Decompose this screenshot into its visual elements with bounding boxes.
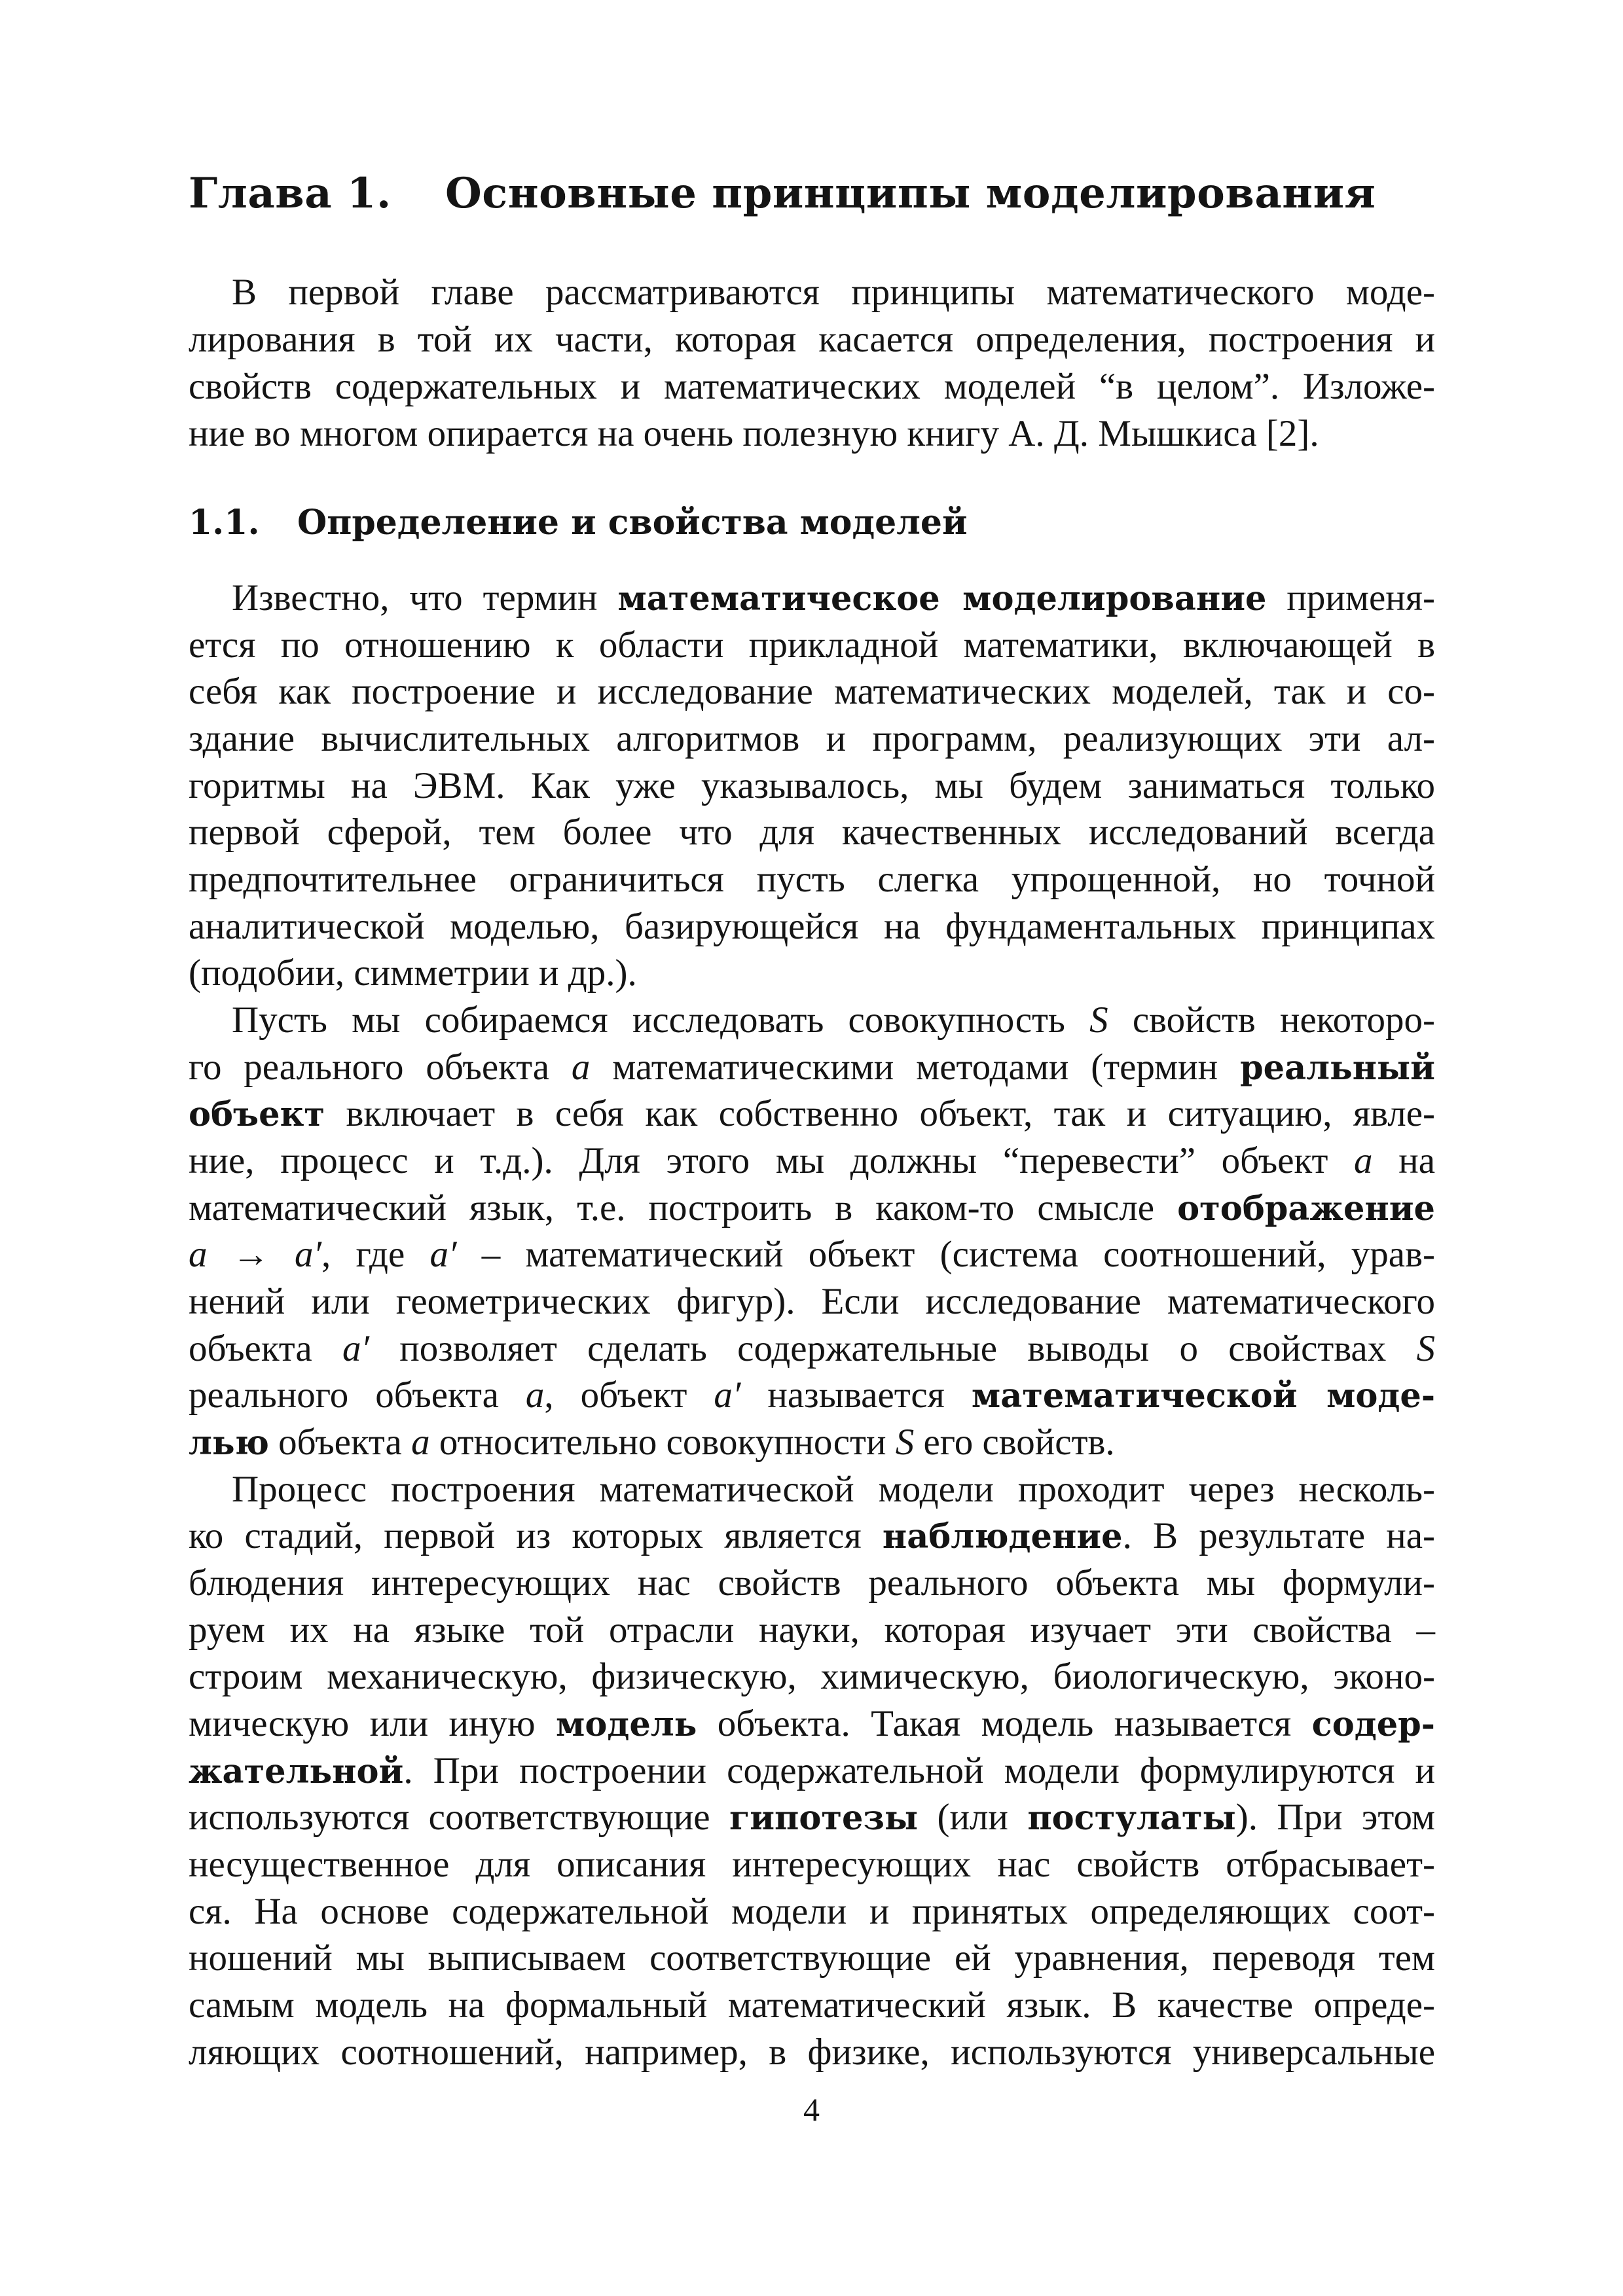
text-line: ляющих соотношений, например, в физике, используются универсальные bbox=[189, 2032, 1435, 2073]
term-hypotheses: гипотезы bbox=[729, 1799, 919, 1838]
text-line bbox=[189, 1090, 1435, 1138]
chapter-title: Основные принципы моделирования bbox=[445, 169, 1376, 218]
text-line bbox=[232, 575, 1435, 622]
text-line: ся. На основе содержательной модели и принятых определяющих соот- bbox=[189, 1891, 1435, 1932]
text-line bbox=[189, 1044, 1435, 1091]
term-observation: наблюдение bbox=[882, 1517, 1123, 1556]
text-line: свойств содержательных и математических моделей “в целом”. Изложе- bbox=[189, 366, 1435, 407]
math-symbol: a′ bbox=[429, 1234, 457, 1275]
section-heading bbox=[189, 503, 968, 543]
text-run: мическую или иную bbox=[189, 1703, 556, 1744]
text-line bbox=[189, 1419, 1435, 1466]
term-math-model-cont: лью bbox=[189, 1424, 269, 1463]
text-run: (или bbox=[918, 1797, 1028, 1838]
text-line bbox=[189, 1372, 1435, 1419]
chapter-number: Глава 1. bbox=[189, 169, 392, 218]
text-run: . При построении содержательной модели формулируются и bbox=[403, 1750, 1435, 1791]
term-substantive-cont: жательной bbox=[189, 1752, 404, 1791]
text-line: В первой главе рассматриваются принципы математического моде- bbox=[232, 272, 1435, 313]
math-symbol: a bbox=[1354, 1140, 1373, 1181]
text-line: самым модель на формальный математический язык. В качестве опреде- bbox=[189, 1984, 1435, 2026]
math-symbol: S bbox=[1089, 999, 1108, 1041]
math-symbol: a bbox=[411, 1422, 430, 1463]
text-line: (подобии, симметрии и др.). bbox=[189, 952, 637, 994]
text-line: несущественное для описания интересующих нас свойств отбрасывает- bbox=[189, 1844, 1435, 1885]
text-run: свойств некоторо- bbox=[1108, 999, 1435, 1041]
text-line bbox=[189, 1185, 1435, 1232]
text-line bbox=[189, 1513, 1435, 1560]
section-number: 1.1. bbox=[189, 503, 260, 543]
text-run: на bbox=[1372, 1140, 1436, 1181]
term-postulates: постулаты bbox=[1027, 1799, 1236, 1838]
math-symbol: S bbox=[895, 1422, 915, 1463]
text-run: – математический объект (система соотношений, урав- bbox=[456, 1234, 1436, 1275]
text-line: горитмы на ЭВМ. Как уже указывалось, мы будем заниматься только bbox=[189, 765, 1435, 806]
text-line: лирования в той их части, которая касается определения, построения и bbox=[189, 319, 1435, 360]
term-math-model: математической моде- bbox=[971, 1376, 1436, 1416]
text-run: математический язык, т.е. построить в каком-то смысле bbox=[189, 1187, 1178, 1229]
text-run: относительно совокупности bbox=[429, 1422, 896, 1463]
text-run: ние, процесс и т.д.). Для этого мы должны “перевести” объект bbox=[189, 1140, 1355, 1181]
chapter-heading bbox=[189, 169, 1376, 218]
math-symbol: a → a′ bbox=[189, 1234, 321, 1275]
text-line bbox=[189, 1231, 1435, 1278]
text-line bbox=[189, 1138, 1435, 1185]
text-run: ко стадий, первой из которых является bbox=[189, 1515, 883, 1556]
text-run: объекта bbox=[189, 1328, 342, 1369]
text-run: применя- bbox=[1266, 577, 1435, 619]
text-run: , объект bbox=[544, 1374, 714, 1416]
text-line: Процесс построения математической модели проходит через несколь- bbox=[232, 1469, 1435, 1510]
text-line bbox=[189, 1748, 1435, 1795]
text-run: позволяет сделать содержательные выводы о свойствах bbox=[369, 1328, 1417, 1369]
math-symbol: S bbox=[1416, 1328, 1435, 1369]
term-math-modeling: математическое моделирование bbox=[617, 579, 1267, 619]
text-line bbox=[189, 1325, 1435, 1372]
text-run: . В результате на- bbox=[1122, 1515, 1435, 1556]
text-run: называется bbox=[740, 1374, 972, 1416]
text-run: го реального объекта bbox=[189, 1047, 572, 1088]
math-symbol: a′ bbox=[342, 1328, 369, 1369]
text-line: блюдения интересующих нас свойств реального объекта мы формули- bbox=[189, 1562, 1435, 1604]
section-title: Определение и свойства моделей bbox=[297, 503, 968, 543]
math-symbol: a bbox=[571, 1047, 591, 1088]
text-line bbox=[189, 1700, 1435, 1748]
text-run: его свойств. bbox=[914, 1422, 1115, 1463]
term-mapping: отображение bbox=[1177, 1189, 1435, 1229]
text-run: математическими методами (термин bbox=[590, 1047, 1240, 1088]
term-model: модель bbox=[556, 1705, 697, 1744]
math-symbol: a bbox=[525, 1374, 545, 1416]
text-run: , где bbox=[321, 1234, 430, 1275]
text-line: ется по отношению к области прикладной математики, включающей в bbox=[189, 624, 1435, 666]
text-line: аналитической моделью, базирующейся на фундаментальных принципах bbox=[189, 906, 1435, 947]
text-run: ). При этом bbox=[1235, 1797, 1436, 1838]
term-substantive: содер- bbox=[1311, 1705, 1435, 1744]
text-line: строим механическую, физическую, химическую, биологическую, эконо- bbox=[189, 1656, 1435, 1697]
text-line: ношений мы выписываем соответствующие ей уравнения, переводя тем bbox=[189, 1937, 1435, 1979]
text-line bbox=[189, 1794, 1435, 1841]
text-line: ние во многом опирается на очень полезную книгу А. Д. Мышкиса [2]. bbox=[189, 413, 1319, 454]
text-run: Известно, что термин bbox=[232, 577, 618, 619]
text-run: Пусть мы собираемся исследовать совокупность bbox=[232, 999, 1090, 1041]
term-real-object-cont: объект bbox=[189, 1095, 325, 1134]
text-run: включает в себя как собственно объект, так и ситуацию, явле- bbox=[325, 1093, 1435, 1134]
math-symbol: a′ bbox=[714, 1374, 741, 1416]
text-run: объекта bbox=[268, 1422, 412, 1463]
text-run: реального объекта bbox=[189, 1374, 526, 1416]
text-line: нений или геометрических фигур). Если исследование математического bbox=[189, 1281, 1435, 1322]
text-line: предпочтительнее ограничиться пусть слегка упрощенной, но точной bbox=[189, 859, 1435, 900]
text-line bbox=[232, 997, 1435, 1044]
text-line: руем их на языке той отрасли науки, которая изучает эти свойства – bbox=[189, 1609, 1435, 1651]
text-run: используются соответствующие bbox=[189, 1797, 729, 1838]
text-line: здание вычислительных алгоритмов и программ, реализующих эти ал- bbox=[189, 718, 1435, 759]
text-run: объекта. Такая модель называется bbox=[697, 1703, 1312, 1744]
text-line: первой сферой, тем более что для качественных исследований всегда bbox=[189, 812, 1435, 853]
text-line: себя как построение и исследование математических моделей, так и со- bbox=[189, 671, 1435, 712]
term-real-object: реальный bbox=[1239, 1049, 1435, 1088]
page-number: 4 bbox=[803, 2091, 820, 2128]
